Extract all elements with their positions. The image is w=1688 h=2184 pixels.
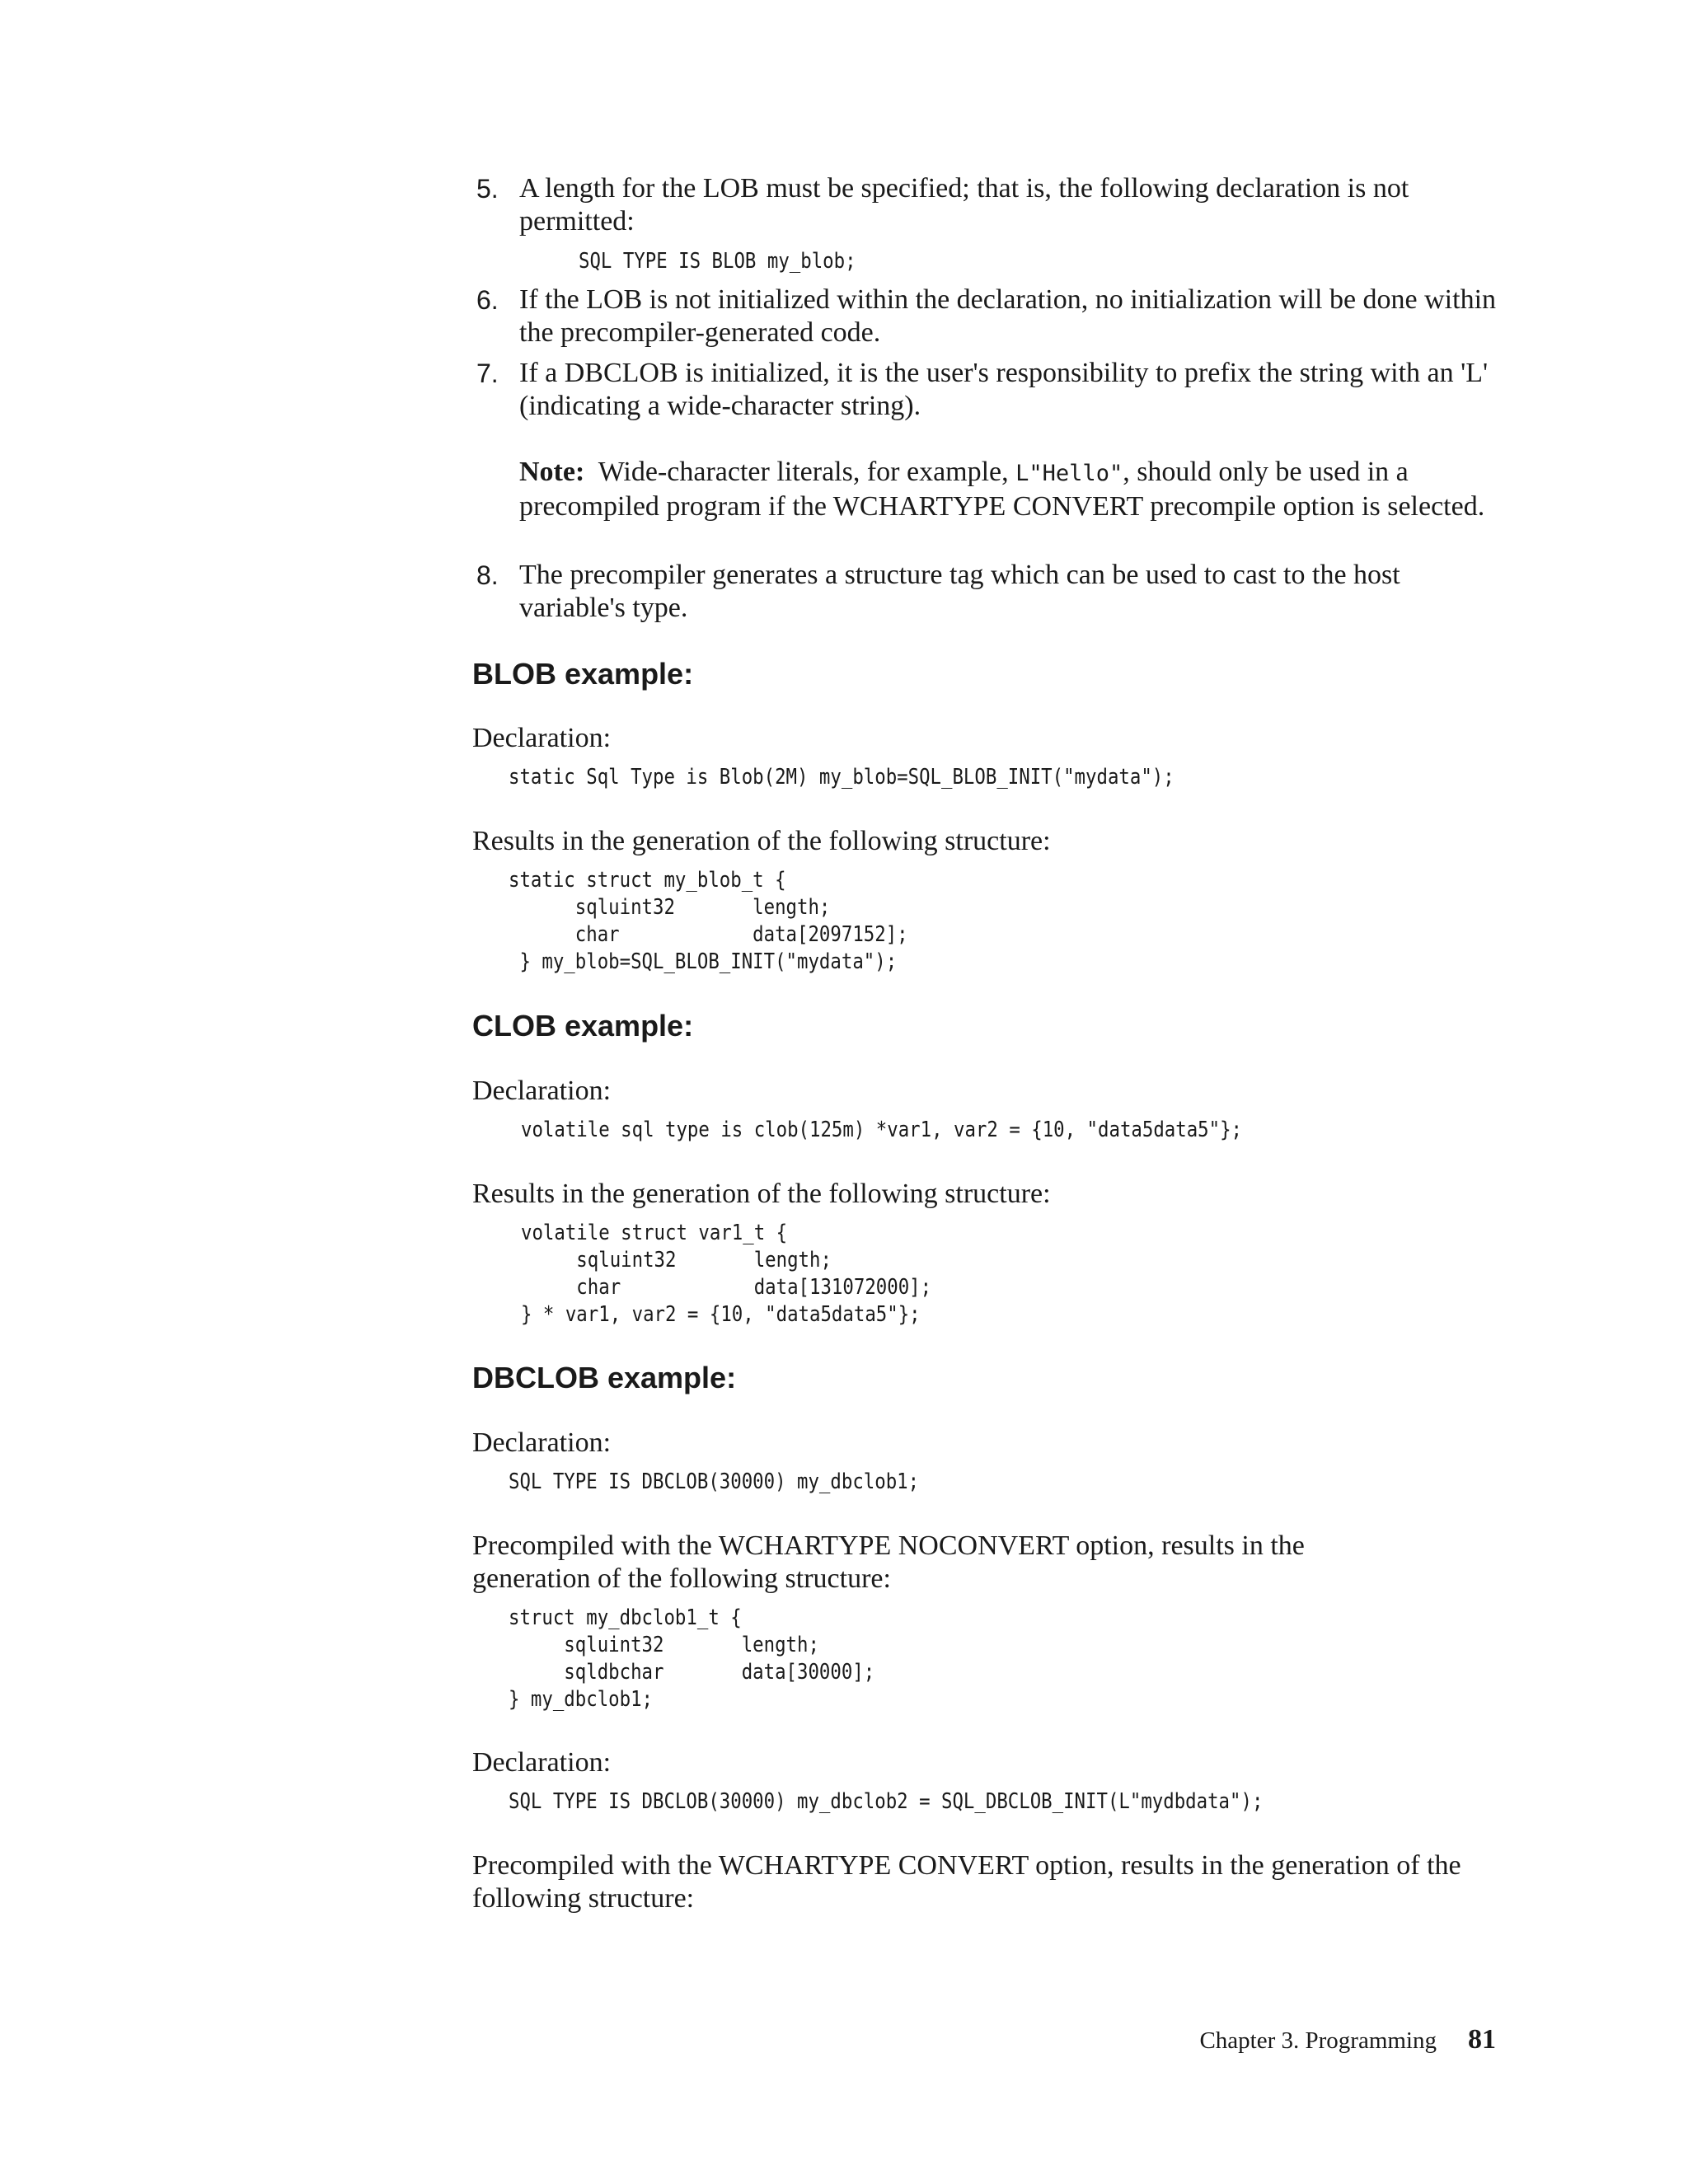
list-number-8: 8. <box>476 560 499 590</box>
list-item-5-code: SQL TYPE IS BLOB my_blob; <box>579 249 856 274</box>
list-item-6-text: If the LOB is not initialized within the declaration, no initialization will be done within the precompiler-generated code. <box>519 284 1497 348</box>
clob-result-text: Results in the generation of the following structure: <box>472 1179 1051 1209</box>
clob-declaration-label: Declaration: <box>472 1076 612 1106</box>
list-number-6: 6. <box>476 285 499 315</box>
dbclob-result2-text: Precompiled with the WCHARTYPE CONVERT option, results in the generation of the following structure: <box>472 1850 1461 1914</box>
dbclob-result-code: struct my_dbclob1_t { sqluint32 length; sqldbchar data[30000]; } my_dbclob1; <box>509 1605 875 1712</box>
dbclob-heading: DBCLOB example: <box>472 1361 737 1394</box>
list-number-7: 7. <box>476 359 499 388</box>
page-footer <box>1199 2024 1496 2055</box>
blob-declaration-label: Declaration: <box>472 723 612 753</box>
clob-declaration-code: volatile sql type is clob(125m) *var1, var2 = {10, "data5data5"}; <box>521 1118 1243 1142</box>
footer-chapter: Chapter 3. Programming <box>1199 2027 1437 2054</box>
note-paragraph <box>519 456 1508 523</box>
note-label: Note: <box>519 457 585 487</box>
note-text-before: Wide-character literals, for example, <box>598 457 1016 487</box>
blob-result-code: static struct my_blob_t { sqluint32 length; char data[2097152]; } my_blob=SQL_BLOB_INIT("mydata"); <box>509 868 908 974</box>
list-item-8-text: The precompiler generates a structure tag which can be used to cast to the host variable's type. <box>519 560 1400 623</box>
blob-heading: BLOB example: <box>472 657 694 691</box>
dbclob-declaration-label: Declaration: <box>472 1427 612 1458</box>
dbclob-declaration2-code: SQL TYPE IS DBCLOB(30000) my_dbclob2 = SQL_DBCLOB_INIT(L"mydbdata"); <box>509 1789 1264 1814</box>
clob-result-code: volatile struct var1_t { sqluint32 length; char data[131072000]; } * var1, var2 = {10, "data5data5"}; <box>521 1221 932 1327</box>
clob-heading: CLOB example: <box>472 1009 694 1043</box>
blob-result-text: Results in the generation of the following structure: <box>472 826 1051 856</box>
list-item-5-text: A length for the LOB must be specified; that is, the following declaration is not permitted: <box>519 173 1409 237</box>
dbclob-declaration-code: SQL TYPE IS DBCLOB(30000) my_dbclob1; <box>509 1469 920 1494</box>
note-inline-code: L"Hello" <box>1015 461 1123 486</box>
list-number-5: 5. <box>476 174 499 204</box>
dbclob-result-text: Precompiled with the WCHARTYPE NOCONVERT option, results in the generation of the following structure: <box>472 1530 1305 1594</box>
list-item-7-text: If a DBCLOB is initialized, it is the user's responsibility to prefix the string with an 'L' (indicating a wide-character string). <box>519 358 1489 421</box>
blob-declaration-code: static Sql Type is Blob(2M) my_blob=SQL_BLOB_INIT("mydata"); <box>509 765 1175 790</box>
footer-page-number: 81 <box>1468 2024 1496 2055</box>
dbclob-declaration2-label: Declaration: <box>472 1747 612 1778</box>
note-text-after: , should only be used in a precompiled program if the WCHARTYPE CONVERT precompile option is selected. <box>519 457 1485 522</box>
